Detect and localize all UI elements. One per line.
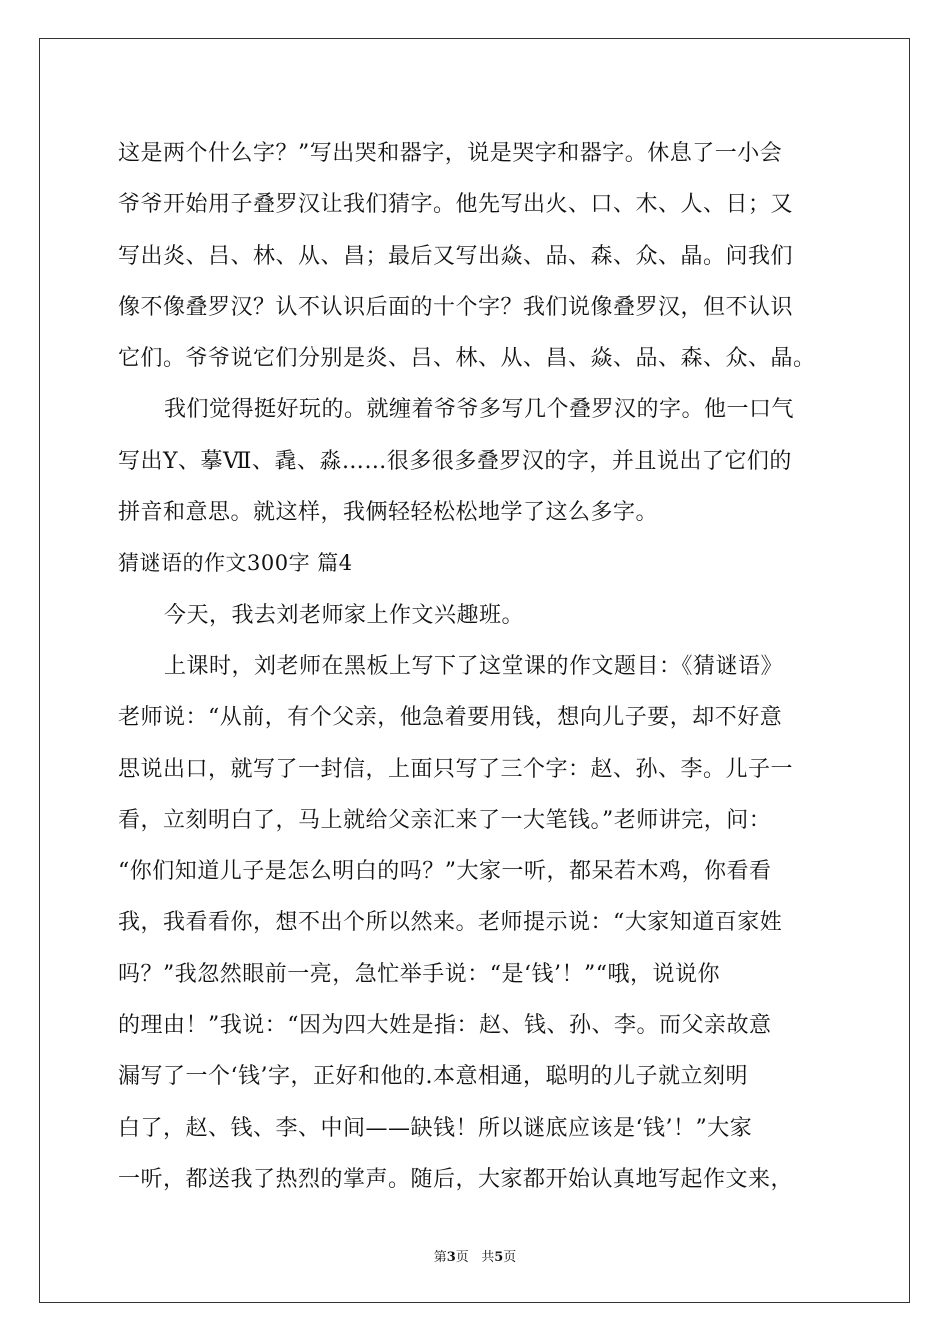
total-suffix: 页: [503, 1250, 517, 1265]
page-footer: [0, 1246, 950, 1265]
section-heading: 猜谜语的作文300字 篇4: [118, 551, 353, 576]
document-body: [118, 128, 838, 1205]
text-line: 漏写了一个‘钱’字，正好和他的.本意相通，聪明的儿子就立刻明: [118, 1064, 748, 1090]
text-line: 吗？”我忽然眼前一亮，急忙举手说：“是‘钱’！”“哦，说说你: [118, 961, 720, 987]
text-line: 像不像叠罗汉？认不认识后面的十个字？我们说像叠罗汉，但不认识: [118, 294, 794, 320]
text-line: 拼音和意思。就这样，我俩轻轻松松地学了这么多字。: [118, 500, 659, 526]
text-line: 今天，我去刘老师家上作文兴趣班。: [164, 602, 525, 628]
text-line: 我，我看看你，想不出个所以然来。老师提示说：“大家知道百家姓: [118, 910, 783, 936]
page-number: 3: [446, 1250, 456, 1265]
text-line: “你们知道儿子是怎么明白的吗？”大家一听，都呆若木鸡，你看看: [118, 859, 772, 885]
text-line: 这是两个什么字？”写出哭和器字，说是哭字和器字。休息了一小会: [118, 141, 783, 166]
total-prefix: 共: [481, 1250, 495, 1265]
text-line: 思说出口，就写了一封信，上面只写了三个字：赵、孙、李。儿子一: [118, 756, 794, 782]
text-line: 看，立刻明白了，马上就给父亲汇来了一大笔钱。”老师讲完，问：: [118, 807, 772, 833]
page-suffix: 页: [455, 1250, 469, 1265]
text-line: 的理由！”我说：“因为四大姓是指：赵、钱、孙、李。而父亲故意: [118, 1013, 772, 1039]
text-line: 上课时，刘老师在黑板上写下了这堂课的作文题目：《猜谜语》: [164, 653, 784, 679]
text-line: 写出Y、摹Ⅶ、毳、淼……很多很多叠罗汉的字，并且说出了它们的: [118, 448, 792, 474]
text-line: 爷爷开始用子叠罗汉让我们猜字。他先写出火、口、木、人、日；又: [118, 192, 794, 218]
text-line: 我们觉得挺好玩的。就缠着爷爷多写几个叠罗汉的字。他一口气: [164, 397, 795, 423]
text-line: 白了，赵、钱、李、中间——缺钱！所以谜底应该是‘钱’！”大家: [118, 1115, 753, 1141]
total-pages: 5: [494, 1250, 504, 1265]
text-line: 写出炎、吕、林、从、昌；最后又写出焱、品、森、众、晶。问我们: [118, 243, 794, 269]
text-line: 老师说：“从前，有个父亲，他急着要用钱，想向儿子要，却不好意: [118, 705, 783, 731]
page-prefix: 第: [433, 1250, 447, 1265]
text-line: 它们。爷爷说它们分别是炎、吕、林、从、昌、焱、品、森、众、晶。: [118, 346, 816, 372]
text-line: 一听，都送我了热烈的掌声。随后，大家都开始认真地写起作文来，: [118, 1166, 794, 1192]
